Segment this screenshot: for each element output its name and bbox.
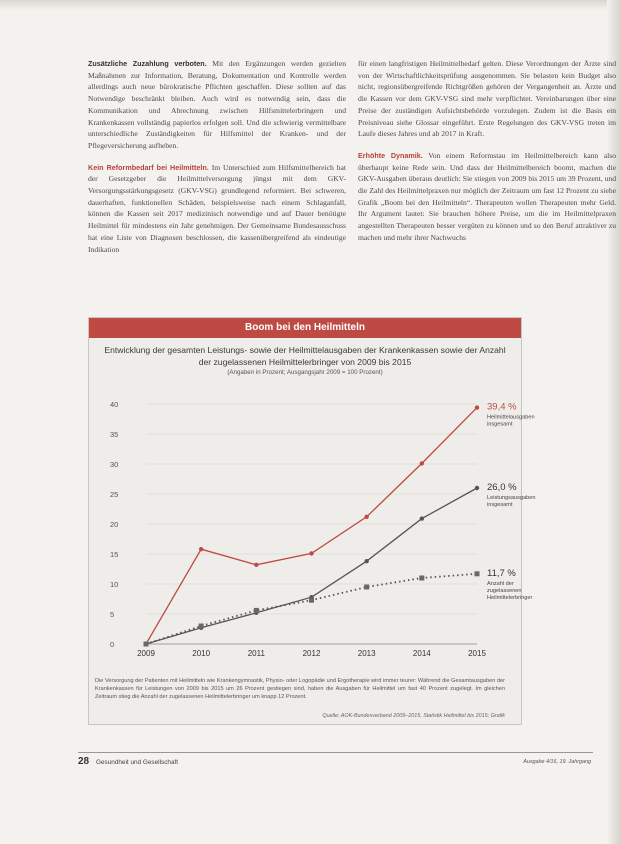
legend-entry: Heilmittelerbringer — [487, 594, 533, 601]
series-line — [146, 488, 477, 644]
legend-entry: Heilmittelausgaben — [487, 414, 535, 421]
data-point — [475, 486, 479, 490]
data-point — [364, 559, 368, 563]
data-point — [199, 624, 204, 629]
page-edge-shadow — [0, 0, 621, 10]
y-tick-label: 20 — [110, 520, 119, 529]
y-tick-label: 5 — [110, 610, 115, 619]
chart-panel — [88, 317, 536, 725]
data-point — [144, 642, 149, 647]
data-point — [254, 608, 259, 613]
x-tick-label: 2013 — [357, 649, 376, 658]
paragraph-lead: Zusätzliche Zuzahlung verboten. — [88, 59, 207, 68]
series-line — [146, 574, 477, 644]
paragraph-3 — [358, 58, 616, 140]
chart-caption: Die Versorgung der Patienten mit Heilmitteln wie Krankengymnastik, Physio- oder Logopädie und Ergotherapie wird immer teurer: Während die Gesamtausgaben der Krankenkassen für Leistungen von 2009 bis 2015 um 26 Prozent gestiegen sind, haben die Ausgaben für Heilmittel um fast 40 Prozent zugelegt. Im gleichen Zeitraum stieg die Anzahl der zugelassenen Heilmittelerbringer um knapp 12 Prozent. — [95, 678, 505, 700]
y-tick-label: 30 — [110, 460, 119, 469]
footer-divider — [78, 752, 593, 753]
paragraph-lead: Erhöhte Dynamik. — [358, 150, 423, 160]
data-point — [420, 516, 424, 520]
data-point — [364, 515, 368, 519]
x-tick-label: 2014 — [412, 649, 431, 658]
chart-subnote: (Angaben in Prozent; Ausgangsjahr 2009 = 100 Prozent) — [227, 369, 383, 376]
y-tick-label: 0 — [110, 640, 115, 649]
paragraph-body: für einen langfristigen Heilmittelbedarf gelten. Diese Verordnungen der Ärzte sind von der Wirtschaftlichkeitsprüfung ausgenommen. Sie belasten kein Budget also nicht, regionsübergreifende Richtgrößen gehören der Vergangenheit an. Ärzte und die Kassen vor dem GKV-VSG sind mehr verpflichtet. Vereinbarungen über eine Preise der zuständigen Aufsichtsbehörde vorzulegen. Zudem ist die Basis ein Preisniveau siehe Glossar eingeführt. Erste Regelungen des GKV-VSG treten im Laufe dieses Jahres und ab 2017 in Kraft. — [358, 59, 616, 139]
series-end-label: 26,0 % — [487, 482, 517, 493]
footer-issue: Ausgabe 4/16, 19. Jahrgang — [523, 759, 591, 765]
line-chart — [89, 318, 536, 678]
x-tick-label: 2012 — [302, 649, 321, 658]
y-tick-label: 40 — [110, 400, 119, 409]
data-point — [475, 571, 480, 576]
chart-title: Boom bei den Heilmitteln — [89, 318, 521, 338]
y-tick-label: 15 — [110, 550, 119, 559]
data-point — [475, 405, 479, 409]
paragraph-body: Von einem Reformstau im Heilmittelbereich kann also überhaupt keine Rede sein. Und dass der Heilmittelbereich boomt, machen die GKV-Ausgaben überaus deutlich: Sie stiegen von 2009 bis 2015 um 39 Prozent, und die Zahl des Heilmittelpraxen nur möglich der Zeitraum um fast 12 Prozent zu siehe Grafik „Boom bei den Heilmitteln“. Therapeuten wollen Therapeuten mehr Geld. Ihr Argument lautet: Sie brauchen höhere Preise, um die im Heilmittelpraxen angestellten Therapeuten besser vergüten zu können und so den Beruf attraktiver zu machen und mehr ihrer Nachwuchs — [358, 150, 616, 242]
paragraph-body: Im Unterschied zum Hilfsmittelbereich hat der Gesetzgeber die Heilmittelversorgung jüngst mit dem GKV-Versorgungsstärkungsgesetz (GKV-VSG) grundlegend reformiert. Bei schweren, dauerhaften, funktionellen Schäden, beispielsweise nach einem Schlaganfall, können die Kassen seit 2017 medizinisch notwendige und auf Dauer benötigte Heilmittel für mindestens ein Jahr genehmigen. Der Gemeinsame Bundesausschuss hat eine Liste von Diagnosen beschlossen, die kassenübergreifend als eindeutige Indikation — [88, 162, 346, 254]
x-tick-label: 2009 — [137, 649, 155, 658]
chart-heading: Entwicklung der gesamten Leistungs- sowie der Heilmittelausgaben der Krankenkassen sowie der Anzahl der zugelassenen Heilmittelerbringer von 2009 bis 2015 — [104, 345, 506, 367]
legend-entry: zugelassenen — [487, 587, 522, 594]
paragraph-2 — [88, 162, 346, 256]
y-tick-label: 35 — [110, 430, 119, 439]
paragraph-1 — [88, 58, 346, 152]
data-point — [309, 598, 314, 603]
data-point — [254, 563, 258, 567]
legend-entry: insgesamt — [487, 421, 513, 428]
legend-entry: Leistungsausgaben — [487, 495, 536, 501]
data-point — [199, 547, 203, 551]
y-tick-label: 25 — [110, 490, 119, 499]
data-point — [420, 461, 424, 465]
chart-source: Quelle: AOK-Bundesverband 2009–2015, Statistik Heilmittel bis 2015; Grafik — [322, 713, 505, 719]
page-number: 28 — [78, 756, 90, 767]
x-tick-label: 2010 — [192, 649, 211, 658]
paragraph-body: Mit den Ergänzungen werden gezielten Maßnahmen zur Information, Beratung, Dokumentation und Kontrolle werden allerdings auch neue bürokratische Pflichten geschaffen. Diese sollten auf das Notwendige beschränkt bleiben. Auch wird es notwendig sein, dass die Kommunikation und Abrechnung zwischen Hilfsmittelerbringern und Krankenkassen vollständig papierlos erfolgen soll. Und die schwierig vermittelbare unterschiedliche Zuständigkeiten für Hilfsmittel der Kranken- und der Pflegeversicherung aufheben. — [88, 59, 346, 150]
series-end-label: 39,4 % — [487, 401, 517, 413]
x-tick-label: 2011 — [247, 649, 265, 658]
series-end-label: 11,7 % — [487, 567, 516, 579]
y-tick-label: 10 — [110, 580, 119, 589]
x-tick-label: 2015 — [468, 649, 486, 658]
data-point — [364, 585, 369, 590]
legend-entry: insgesamt — [487, 502, 513, 508]
footer-publication: Gesundheit und Gesellschaft — [96, 759, 179, 766]
legend-entry: Anzahl der — [487, 580, 514, 587]
data-point — [309, 551, 313, 555]
data-point — [419, 576, 424, 581]
paragraph-lead: Kein Reformbedarf bei Heilmitteln. — [88, 162, 209, 172]
paragraph-4 — [358, 150, 616, 244]
left-text-column — [88, 58, 346, 265]
series-line — [146, 408, 477, 644]
right-text-column — [358, 58, 616, 254]
